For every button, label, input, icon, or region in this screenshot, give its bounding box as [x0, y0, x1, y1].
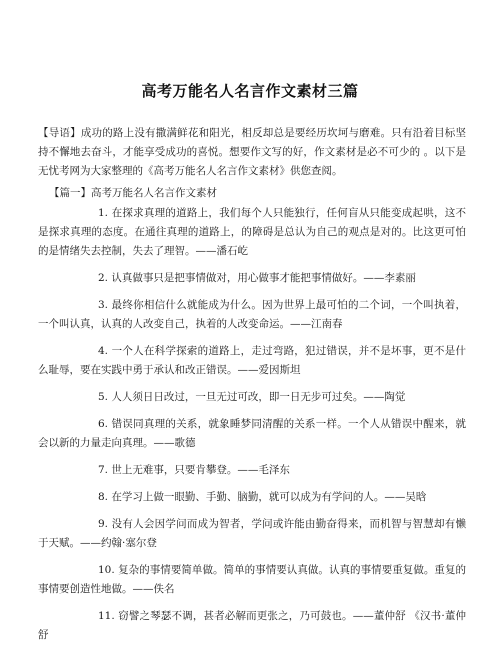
quote-number: 9.: [98, 518, 109, 530]
quote-number: 5.: [98, 391, 109, 403]
quote-item: [38, 342, 466, 380]
quote-list: [38, 204, 466, 653]
quote-text: 错误同真理的关系，就象睡梦同清醒的关系一样。一个人从错误中醒来，就会以新的力量走向真理。——歌德: [38, 418, 467, 449]
quote-text: 在学习上做一眼勤、手勤、脑勤，就可以成为有学问的人。——吴晗: [111, 491, 427, 503]
quote-item: [38, 461, 466, 480]
quote-item: [38, 269, 466, 288]
quote-number: 10.: [98, 564, 115, 576]
quote-item: [38, 488, 466, 507]
quote-text: 人人须日日改过，一旦无过可改，即一日无步可过矣。——陶觉: [111, 391, 406, 403]
quote-item: [38, 388, 466, 407]
quote-number: 4.: [98, 345, 109, 357]
intro-paragraph: 【导语】成功的路上没有撒满鲜花和阳光，相反却总是要经历坎坷与磨难。只有沿着目标坚持不懈地去奋斗，才能享受成功的喜悦。想要作文写的好，作文素材是必不可少的 。以下是无忧考网为大家整理的《高考万能名人名言作文素材》供您查阅。: [38, 127, 466, 177]
quote-item: [38, 204, 466, 261]
quote-number: 11.: [98, 610, 115, 622]
quote-number: 3.: [98, 299, 109, 311]
quote-text: 认真做事只是把事情做对，用心做事才能把事情做好。——李素丽: [111, 272, 416, 284]
quote-text: 窃譬之琴瑟不调，甚者必解而更张之，乃可鼓也。——董仲舒 《汉书·董仲舒: [38, 610, 466, 641]
quote-number: 8.: [98, 491, 109, 503]
quote-text: 在探求真理的道路上，我们每个人只能独行，任何盲从只能变成起哄，这不是探求真理的态度。在通往真理的道路上，的障碍是总认为自己的观点是对的。比这更可怕的是情绪失去控制，失去了理智。——潘石屹: [38, 207, 467, 257]
quote-item: [38, 515, 466, 553]
quote-text: 一个人在科学探索的道路上，走过弯路，犯过错误，并不是坏事，更不是什么耻辱，要在实践中勇于承认和改正错误。——爱因斯坦: [38, 345, 467, 376]
quote-number: 7.: [98, 464, 109, 476]
document-title: 高考万能名人名言作文素材三篇: [141, 82, 359, 100]
quote-item: [38, 296, 466, 334]
quote-item: [38, 415, 466, 453]
quote-item: [38, 607, 466, 645]
quote-number: 1.: [98, 207, 109, 219]
quote-text: 复杂的事情要简单做。简单的事情要认真做。认真的事情要重复做。重复的事情要创造性地做。——佚名: [38, 564, 467, 595]
quote-item: [38, 561, 466, 599]
quote-text: 没有人会因学问而成为智者，学问或许能由勤奋得来，而机智与智慧却有懒于天赋。——约翰·塞尔登: [38, 518, 467, 549]
section-heading: 【篇一】高考万能名人名言作文素材: [49, 187, 217, 199]
quote-number: 2.: [98, 272, 109, 284]
quote-text: 世上无难事，只要肯攀登。——毛泽东: [111, 464, 290, 476]
quote-number: 6.: [98, 418, 109, 430]
quote-text: 最终你相信什么就能成为什么。因为世界上最可怕的二个词，一个叫执着，一个叫认真，认真的人改变自己，执着的人改变命运。——江南春: [38, 299, 467, 330]
